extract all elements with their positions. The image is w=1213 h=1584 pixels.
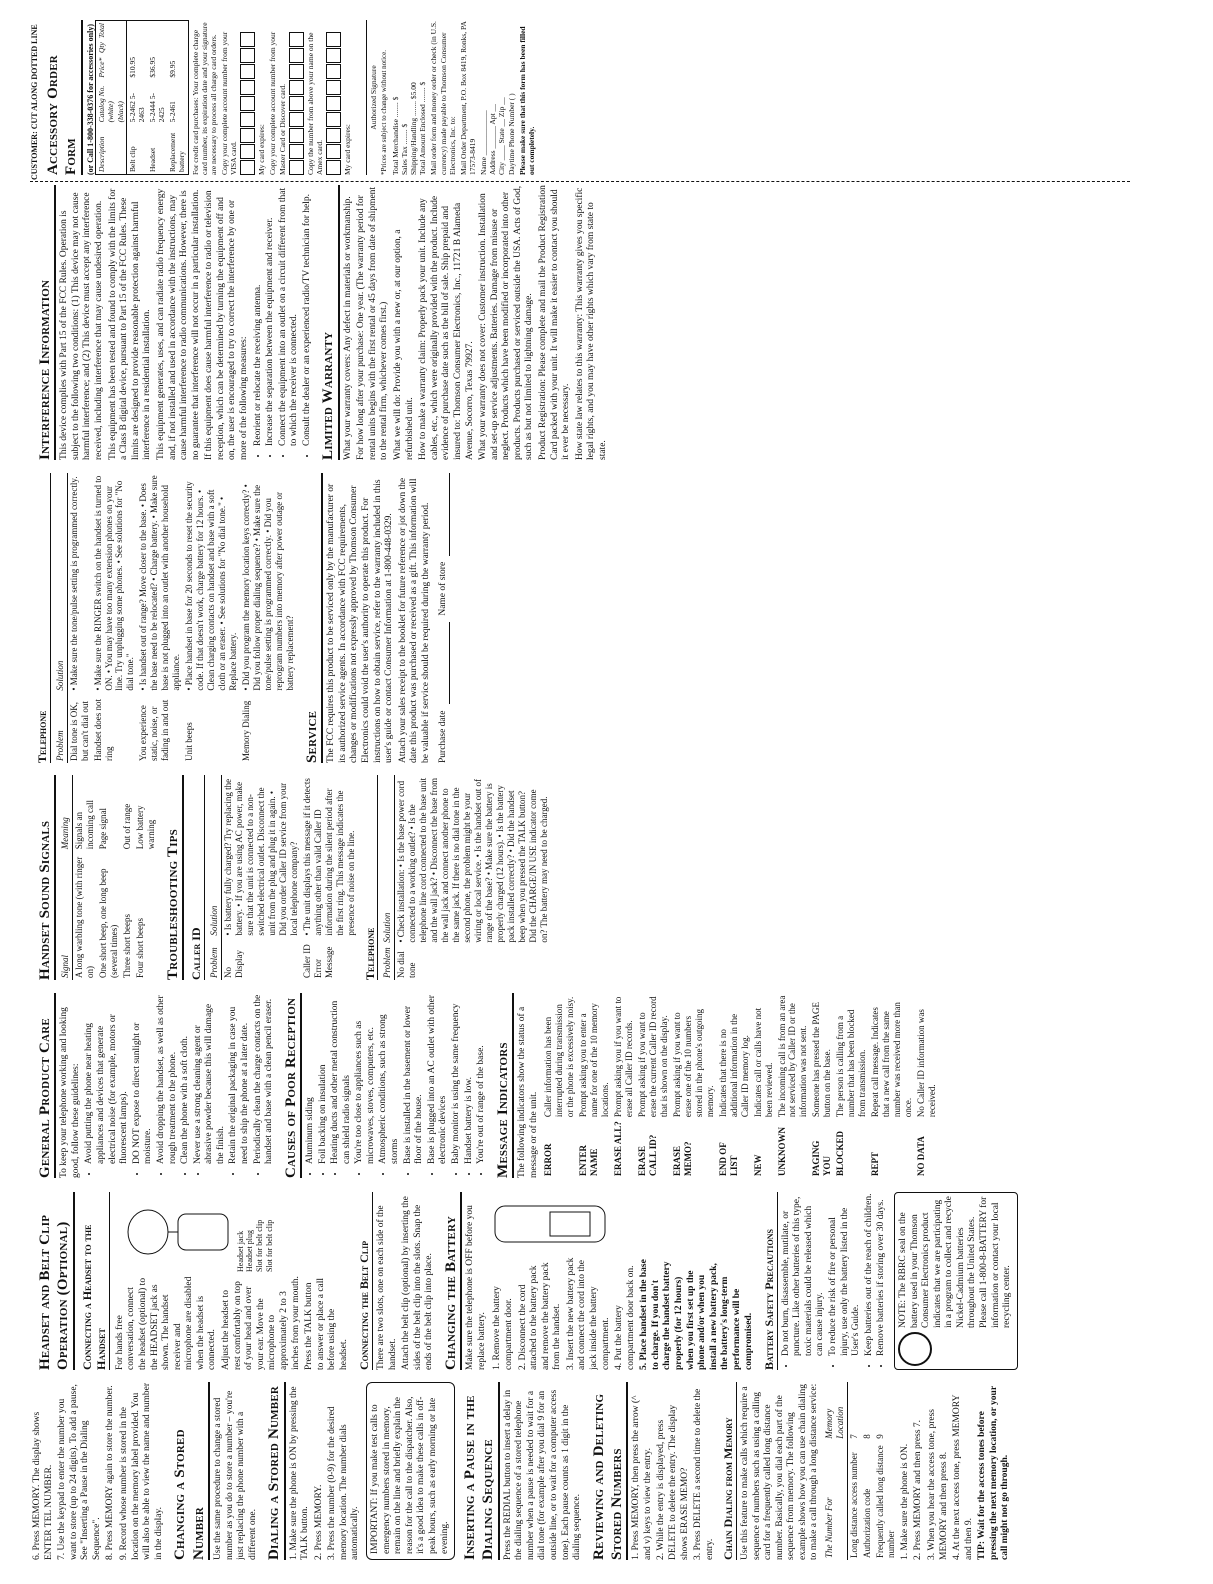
- signature-line[interactable]: [354, 20, 367, 175]
- list-item: • Avoid dropping the handset, as well as other rough treatment to the phone.: [156, 993, 179, 1164]
- catalog-white: 5-2461: [168, 101, 178, 123]
- total-label: Total Amount Enclosed: [418, 104, 428, 175]
- table-row: [240, 473, 297, 763]
- phone-field[interactable]: Daytime Phone Number ( ): [506, 93, 516, 175]
- list-item: • DO NOT expose to direct sunlight or moisture.: [132, 993, 155, 1164]
- label-headset-jack: Headset jack: [235, 1230, 245, 1272]
- prices-note: *Prices are subject to change without notice.: [380, 50, 389, 175]
- cell: Headset: [148, 147, 158, 172]
- list-item: • To reduce the risk of fire or personal injury, use only the battery listed in the User's Guide.: [828, 1192, 863, 1356]
- table-row: [126, 21, 147, 175]
- head-catalog: Catalog No. (white) (black): [96, 80, 126, 125]
- form-footer: Please make sure that this form has been filled out completely.: [517, 26, 536, 175]
- cell: Belt clip: [127, 146, 137, 172]
- cell: $36.95: [148, 57, 158, 78]
- cid-table: [208, 775, 358, 980]
- battery-step: 2. Disconnect the cord attached to the battery pack and remove the battery pack from the handset.: [517, 1262, 563, 1370]
- cell: PAGING YOU: [811, 1140, 833, 1176]
- step-8: 8. Press MEMORY again to store the number.: [105, 1385, 116, 1560]
- list-item: • Aluminum siding: [305, 993, 317, 1164]
- interf-list: [253, 185, 314, 460]
- city-label: City: [497, 162, 507, 175]
- qty-field[interactable]: [167, 40, 188, 55]
- table-row: [73, 775, 97, 980]
- table-row: [67, 473, 91, 763]
- table-row: [121, 775, 134, 980]
- table-row: [636, 993, 671, 1178]
- msg-table: [542, 993, 939, 1178]
- cell: Low battery warning: [135, 805, 157, 850]
- cell: No Caller ID information was received.: [916, 1009, 938, 1118]
- safety-list: [781, 1192, 888, 1370]
- cell: Prompt asking if you want to erase the current Caller ID record that is shown on the display.: [636, 996, 669, 1118]
- cell: 9: [874, 1434, 885, 1439]
- chain-text: Use this feature to make calls which require a sequence of numbers such as using a calling card for a frequently called long distance number. Basically, you dial each part of the sequence from memory. The following example shows how you can use chain dialing to make a call through a long distance service:: [739, 1383, 820, 1560]
- heading-belt-clip: Connecting the Belt Clip: [357, 1192, 373, 1370]
- cell: $9.95: [168, 60, 178, 78]
- cell: The incoming call is from an area not serviced by Caller ID or the information was not sent.: [776, 995, 809, 1118]
- mc-number-boxes[interactable]: [289, 20, 304, 175]
- chain-step-3: 3. When you hear the access tone, press MEMORY and then press 8.: [927, 1409, 949, 1560]
- rbrc-seal-icon: [898, 1332, 932, 1366]
- column-5: [30, 473, 1130, 763]
- connect-text: For hands free conversation, connect the headset (optional) to the HEADSET jack as shown. The handset receiver and microphone are disabled when the headset is connected.: [114, 1276, 218, 1370]
- cell: NO DATA: [916, 1136, 927, 1176]
- heading-review: Reviewing and Deleting Stored Numbers: [590, 1382, 629, 1560]
- catalog-white: 5-2462: [127, 101, 137, 123]
- cell: REPT: [870, 1151, 881, 1176]
- cell: Prompt asking if you want to erase one of the 10 numbers stored in the phone's outgoing memory.: [671, 1008, 715, 1118]
- head-solution: Solution: [208, 775, 221, 938]
- cell: Indicates that there is no additional information in the Caller ID memory log.: [717, 1013, 750, 1118]
- list-item: • Increase the separation between the equipment and receiver.: [265, 185, 277, 446]
- visa-number-boxes[interactable]: [240, 20, 255, 175]
- list-item: • Do not burn, disassemble, mutilate, or puncture. Like other batteries of this type, toxic materials could be released which can cause injury.: [781, 1192, 827, 1356]
- chain-head-location: Memory Location: [823, 1382, 847, 1441]
- battery-illustration: [490, 1192, 610, 1252]
- warranty-para: Product Registration: Please complete and mail the Product Registration Card packed with your unit. It will make it easier to contact you should it ever be necessary.: [537, 185, 572, 460]
- warranty-para: What we will do: Provide you with a new or, at our option, a refurbished unit.: [393, 229, 415, 460]
- pause-text: Press the REDIAL button to insert a delay in the dialing sequence of a stored telephone number when a pause is needed to wait for a dial tone (for example after you dial 9 for an outside line, or to wait for a computer access tone). Each pause counts as 1 digit in the dialing sequence.: [502, 1389, 583, 1560]
- chain-step-1: 1. Make sure the phone is ON.: [899, 1443, 910, 1560]
- total-row: Total Amount Enclosed ........ $: [418, 81, 428, 175]
- table-row: [671, 993, 717, 1178]
- important-box: IMPORTANT: If you make test calls to emergency numbers stored in memory, remain on the line and briefly explain the reason for the call to the dispatcher. Also, it's a good idea to make these calls in off-peak hours, such as early morning or late evening.: [366, 1382, 455, 1560]
- list-item: • Base is installed in the basement or lower floor of the house.: [403, 993, 426, 1164]
- cell: Page signal: [98, 807, 109, 850]
- chain-step-2: 2. Press MEMORY and then press 7.: [913, 1419, 924, 1560]
- rbrc-note: [894, 1192, 1018, 1370]
- head-solution: Solution: [381, 775, 394, 945]
- city-field[interactable]: City ____ State __ Zip __: [497, 97, 507, 175]
- dial-step-2: 2. Press MEMORY.: [313, 1484, 324, 1560]
- table-row: [717, 993, 752, 1178]
- tax-row: Sales Tax ........ $: [399, 123, 409, 175]
- review-step-2: 2. While the entry is displayed, press DELETE to delete the entry. The display shows ERASE MEMO?: [656, 1404, 690, 1560]
- cell: • Is battery fully charged? Try replacing the battery. • If you are using AC power, make sure that the unit is connected to a non-switched electrical outlet. Disconnect the unit from the plug and plug it in again. • Did you order Caller ID service from your local telephone company?: [222, 778, 299, 936]
- purchase-date-label: Purchase date: [438, 710, 449, 763]
- head-problem: Problem: [381, 945, 394, 980]
- cell: END OF LIST: [717, 1142, 739, 1176]
- table-row: [915, 993, 939, 1178]
- cell: [126, 80, 147, 125]
- cell: ERASE MEMO?: [671, 1141, 693, 1176]
- cell: • Place handset in base for 20 seconds to reset the security code. If that doesn't work, charge battery for 12 hours. • Clean charging contacts on handset and base with a soft cloth or an eraser. • See solutions for "No dial tone." • Replace battery.: [184, 481, 239, 691]
- cell: The person is calling from a number that has been blocked from transmission.: [835, 1009, 868, 1118]
- cell: • Make sure the tone/pulse setting is programmed correctly.: [68, 476, 79, 691]
- order-call: (or Call 1-800-338-0376 for accessories only): [85, 23, 95, 175]
- heading-connect-headset: Connecting a Headset to the Handset: [80, 1192, 110, 1370]
- heading-telephone: Telephone: [363, 775, 379, 980]
- ship-label: Shipping/Handling: [409, 117, 419, 175]
- signature-label: Authorized Signature: [369, 65, 379, 130]
- list-item: • Clean the phone with a soft cloth.: [180, 993, 192, 1164]
- heading-troubleshooting: Troubleshooting Tips: [164, 775, 184, 980]
- heading-interference: Interference Information: [36, 185, 56, 460]
- cell: • Check installation: • Is the base power cord connected to a working outlet? • Is the telephone line cord connected to the base unit and the wall jack? • Disconnect the base from the wall jack and connect another phone to the same jack. If there is no dial tone in the second phone, the problem might be your wiring or local service. • Is the handset out of range of the base? • Make sure the battery is properly charged (12 hours). • Is the battery pack installed correctly? • Did the handset beep when you pressed the TALK button? Did the CHARGE/IN USE indicator come on? The battery may need to be charged.: [396, 777, 549, 943]
- head-qty: Qty: [96, 40, 126, 55]
- head-problem: Problem: [208, 938, 221, 980]
- heading-caller-id: Caller ID: [189, 775, 205, 980]
- interf-para: This equipment generates, uses, and can radiate radio frequency energy and, if not installed and used in accordance with the instructions, may cause harmful interference to radio communications. However, there is no guarantee that interference will not occur in a particular installation.: [155, 188, 201, 460]
- receipt-text: Attach your sales receipt to the booklet for future reference or jot down the date this product was purchased or received as a gift. This information will be valuable if service should be required during the warranty period.: [397, 477, 431, 763]
- tip-text: TIP: Wait for the access tones before pressing the next memory location, or your call might not go through.: [977, 1386, 1011, 1560]
- purchase-date-field[interactable]: [438, 622, 450, 705]
- step-9: 9. Record whose number is stored in the location on the memory label provided. You will also be able to view the name and number in the display.: [119, 1382, 164, 1560]
- headset-illustration: [113, 1192, 233, 1272]
- list-item: • Periodically clean the charge contacts on the handset and base with a clean pencil eraser.: [253, 993, 276, 1164]
- table-row: [92, 473, 138, 763]
- cell: Caller ID Error Message: [301, 944, 334, 978]
- cell: You experience static, noise, or fading in and out: [138, 699, 171, 761]
- chain-table: [823, 1382, 898, 1560]
- cell: [147, 80, 167, 125]
- qty-field[interactable]: [126, 40, 147, 55]
- heading-battery-safety: Battery Safety Precautions: [762, 1192, 778, 1370]
- review-step-3: 3. Press DELETE a second time to delete the entry.: [693, 1388, 715, 1560]
- battery-intro: Make sure the telephone is OFF before you replace battery.: [465, 1205, 487, 1370]
- head-price: Price*: [96, 55, 126, 80]
- interf-para: This device complies with Part 15 of the FCC Rules. Operation is subject to the following two conditions: (1) This device may not cause harmful interference; and (2) This device must accept any interference received, including interference that may cause undesired operation.: [59, 192, 105, 460]
- list-item: • Heating ducts and other metal construction can shield radio signals: [330, 993, 353, 1164]
- cell: 7: [848, 1434, 859, 1439]
- warranty-para: How to make a warranty claim: Properly pack your unit. Include any cables, etc., which were originally provided with the product. Include evidence of purchase date such as the bill of sale. Ship prepaid and insured to: Thomson Consumer Electronics, Inc., 11721 B Alameda Avenue, Socorro, Texas 79927.: [418, 195, 475, 460]
- heading-poor-reception: Causes of Poor Reception: [282, 993, 302, 1178]
- table-row: [301, 775, 358, 980]
- heading-dial-stored: Dialing a Stored Number: [265, 1382, 285, 1560]
- tel-table-1: [381, 775, 551, 980]
- battery-section: [490, 1192, 757, 1370]
- warranty-para: How state law relates to this warranty: This warranty gives you specific legal rights, and you may have other rights which vary from state to state.: [574, 187, 608, 460]
- list-item: • Base is plugged into an AC outlet with other electronic devices: [427, 993, 450, 1164]
- cell: No dial tone: [396, 951, 418, 978]
- cell: Authorization code: [861, 1488, 872, 1558]
- mail-address: Mail Order Department, P.O. Box 8419, Ronks, PA 17573-8419: [458, 21, 477, 175]
- step-6: 6. Press MEMORY. The display shows ENTER TEL NUMBER.: [32, 1411, 54, 1560]
- headset-section: [113, 1192, 353, 1370]
- table-row: [834, 993, 869, 1178]
- cell: Out of range: [122, 803, 133, 850]
- cell: ENTER NAME: [578, 1144, 599, 1176]
- heading-message-indicators: Message Indicators: [494, 993, 514, 1178]
- chain-step-4: 4. At the next access tone, press MEMORY and then 9.: [952, 1394, 974, 1560]
- apt-label: Apt: [488, 113, 498, 125]
- table-row: [810, 993, 834, 1178]
- address-label: Address: [488, 150, 498, 175]
- list-item: • Baby monitor is using the same frequency: [451, 993, 463, 1164]
- cell: Repeat call message. Indicates that a new call from the same number was received more than once.: [870, 1002, 914, 1118]
- cell: Unit beeps: [184, 722, 195, 761]
- amex-number-boxes[interactable]: [326, 20, 341, 175]
- interf-para: This equipment has been tested and found to comply with the limits for a Class B digital device, pursuant to Part 15 of the FCC Rules. These limits are designed to provide reasonable protection against harmful interference in a residential installation.: [107, 188, 153, 460]
- list-item: • Handset battery is low.: [464, 993, 476, 1164]
- table-row: [752, 993, 776, 1178]
- order-form-title: Accessory Order Form: [44, 20, 83, 175]
- interf-para: If this equipment does cause harmful interference to radio or television reception, which can be determined by turning the equipment off and on, the user is encouraged to try to correct the interference by one or more of the following measures:: [204, 190, 249, 460]
- care-intro: To keep your telephone working and looking good, follow these guidelines:: [59, 1007, 81, 1178]
- warranty-para: What your warranty does not cover: Customer instruction. Installation and set-up service adjustments. Batteries. Damage from misuse or neglect. Products which have been modified or incorporated into other products. Products purchased or serviced outside the USA. Acts of God, such as but not limited to lightning damage.: [478, 185, 535, 460]
- table-row: [612, 993, 636, 1178]
- heading-service: Service: [303, 473, 323, 763]
- cut-line: [30, 181, 1130, 182]
- dial-step-1: 1. Make sure the phone is ON by pressing the TALK button.: [288, 1386, 311, 1560]
- table-row: [542, 993, 577, 1178]
- column-1: [30, 1382, 1130, 1560]
- cell: • The unit displays this message if it detects anything other than valid Caller ID information during the silent period after the first ring. This message indicates the presence of noise on the line.: [301, 778, 356, 936]
- table-row: [134, 775, 158, 980]
- heading-battery: Changing the Battery: [442, 1192, 462, 1370]
- battery-step: 1. Remove the battery compartment door.: [492, 1286, 514, 1370]
- table-row: [97, 775, 121, 980]
- cell: Prompt asking you if you want to erase all Caller ID records.: [612, 996, 634, 1118]
- cut-label: CUSTOMER: CUT ALONG DOTTED LINE: [30, 24, 39, 180]
- catalog-black: 5-2425: [148, 93, 167, 123]
- battery-step: 4. Put the battery compartment door back on.: [614, 1265, 636, 1370]
- cell: Dial tone is OK, but can't dial out: [68, 701, 90, 761]
- cell: $10.95: [127, 57, 137, 78]
- change-text: Use the same procedure to change a stored number as you do to store a number – you're just replacing the phone number with a different one.: [212, 1390, 258, 1560]
- column-6: [30, 185, 1130, 460]
- heading-pause: Inserting a Pause in the Dialing Sequence: [461, 1382, 500, 1560]
- table-row: [577, 993, 612, 1178]
- cell: No Display: [222, 950, 244, 978]
- adjust-text: Adjust the headset to rest comfortably on top of your head and over your ear. Move the microphone to approximately 2 to 3 inches from your mouth.: [221, 1276, 301, 1370]
- head-description: Description: [96, 124, 126, 174]
- purchase-line: [438, 473, 450, 763]
- store-name-field[interactable]: [438, 473, 450, 556]
- table-row: [869, 993, 915, 1178]
- list-item: • Connect the equipment into an outlet on a circuit different from that to which the receiver is connected.: [278, 185, 301, 446]
- total-field[interactable]: [167, 21, 188, 41]
- battery-step: 5. Place handset in the base to charge. If you don't charge the handset battery properly (for 12 hours) when you first set up the phone and/or when you install a new battery pack, the battery's long-term performance will be compromised.: [639, 1259, 754, 1370]
- belt-step: Attach the belt clip (optional) by inserting the sides of the belt clip into the slots. Snap the ends of the belt clip into place.: [401, 1196, 435, 1370]
- cell: Indicates call or calls have not been reviewed.: [752, 1007, 774, 1118]
- heading-chain: Chain Dialing from Memory: [721, 1382, 737, 1560]
- head-meaning: Meaning: [59, 775, 72, 851]
- cell: Prompt asking you to enter a name for one of the 10 memory locations.: [578, 1003, 610, 1118]
- belt-text: There are two slots, one on each side of the handset.: [376, 1205, 398, 1370]
- list-item: • Foil backing on insulation: [318, 993, 330, 1164]
- phone-label: Daytime Phone Number: [506, 102, 516, 175]
- tax-label: Sales Tax: [399, 146, 409, 175]
- rbrc-note-text: NOTE: The RBRC seal on the battery used in your Thomson Consumer Electronics product indicates that we are participating in a program to collect and recycle Nickel-Cadmium batteries throughout the United States. Please call 1-800-8-BATTERY for information or contact your local recycling center.: [897, 1196, 1013, 1328]
- cell: • Did you program the memory location keys correctly? • Did you follow proper dialing sequence? • Make sure the tone/pulse setting is programmed correctly. • Did you reprogram numbers into memory after power outage or battery replacement?: [241, 484, 295, 691]
- poor-list: [305, 993, 488, 1178]
- cell: ERASE CALL ID?: [636, 1134, 658, 1176]
- cell: Caller information has been interrupted during transmission or the phone is excessively noisy.: [543, 996, 576, 1118]
- catalog-black: 5-2463: [127, 93, 146, 123]
- cell: UNKNOWN: [776, 1127, 787, 1176]
- total-field[interactable]: [126, 21, 147, 41]
- list-item: • Remove batteries if storing over 30 days.: [876, 1192, 888, 1356]
- cell: Long distance access number: [848, 1452, 859, 1558]
- address-field[interactable]: Address ______ Apt __: [488, 103, 498, 175]
- qty-field[interactable]: [147, 40, 167, 55]
- heading-product-care: General Product Care: [36, 993, 56, 1178]
- cell: Someone has pressed the PAGE button on the base.: [811, 1001, 833, 1118]
- table-row: [861, 1382, 874, 1560]
- cell: BLOCKED: [835, 1130, 846, 1176]
- table-row: [137, 473, 183, 763]
- cell: Memory Dialing: [241, 700, 252, 761]
- table-row: [847, 1382, 860, 1560]
- charge-text: For credit card purchases: Your complete charge card number, its expiration date and your signature are necessary to process all charge card orders.: [190, 22, 218, 175]
- label-slot-1: Slot for belt clip: [255, 1219, 265, 1272]
- table-row: [167, 21, 188, 175]
- order-table: [95, 20, 188, 175]
- table-row: [183, 473, 240, 763]
- list-item: • Keep batteries out of the reach of children.: [864, 1192, 876, 1356]
- column-4: [30, 775, 1130, 980]
- state-label: State: [497, 128, 507, 144]
- merch-label: Total Merchandise: [390, 119, 400, 175]
- head-signal: Signal: [59, 851, 72, 980]
- heading-telephone-cont: Telephone: [35, 473, 51, 763]
- chain-head-number: The Number For: [823, 1441, 847, 1560]
- total-field[interactable]: [147, 21, 167, 41]
- step-7: 7. Use the keypad to enter the number you want to store (up to 24 digits). To add a pause, See "Inserting a Pause in the Dialing Sequence".: [57, 1384, 102, 1560]
- ship-amount: $5.00: [409, 82, 419, 100]
- warranty-para: What your warranty covers: Any defect in materials or workmanship.: [342, 196, 353, 460]
- zip-label: Zip: [497, 106, 507, 118]
- cell: Three short beeps: [122, 914, 133, 978]
- column-7-order-form: [30, 20, 1130, 175]
- list-item: • Atmospheric conditions, such as strong storms: [378, 993, 401, 1164]
- tel-table-2: [54, 473, 297, 763]
- list-item: • Consult the dealer or an experienced radio/TV technician for help.: [302, 185, 314, 446]
- headset-figure: [113, 1192, 353, 1272]
- expires-1: My card expires:: [257, 124, 267, 175]
- warranty-para: For how long after your purchase: One year. (The warranty period for rental units begins with the first rental or 45 days from date of shipment to the rental firm, whichever comes first.): [356, 186, 390, 460]
- table-row: [221, 775, 300, 980]
- heading-headset: Headset and Belt Clip Operation (Optional): [36, 1192, 75, 1370]
- cell: Four short beeps: [135, 918, 146, 978]
- heading-sound-signals: Handset Sound Signals: [36, 775, 56, 980]
- cell: • Make sure the RINGER switch on the handset is turned to ON. • You may have too many extension phones on your line. Try unplugging some phones. • See solutions for "No dial tone.": [92, 475, 136, 691]
- store-name-label: Name of store: [438, 561, 449, 616]
- name-label: Name: [479, 157, 489, 175]
- mail-text: Mail order form and money order or check (in U.S. currency) made payable to Thomson Consumer Electronics, Inc. to:: [429, 21, 457, 175]
- cell: A long warbling tone (with ringer on): [74, 856, 96, 978]
- list-item: • Never use a strong cleaning agent or abrasive powder because this will damage the finish.: [193, 993, 228, 1164]
- cell: ERASE ALL?: [612, 1121, 623, 1176]
- msg-intro: The following indicators show the status of a message or of the unit.: [516, 1006, 539, 1178]
- care-list: [84, 993, 275, 1178]
- table-row: [395, 775, 551, 980]
- talk-text: Press the TALK button to answer or place a call before using the headset.: [304, 1277, 349, 1370]
- table-row: [874, 1382, 898, 1560]
- table-row: [776, 993, 811, 1178]
- head-solution: Solution: [54, 473, 67, 693]
- list-item: • Reorient or relocate the receiving antenna.: [253, 185, 265, 446]
- column-2: [30, 1192, 1130, 1370]
- review-step-1: 1. Press MEMORY, then press the arrow (^ and v) keys to view the entry.: [631, 1395, 653, 1560]
- dial-step-3: 3. Press the number (0-9) for the desired memory location. The number dials automatically.: [327, 1406, 361, 1560]
- battery-step: 3. Insert the new battery pack and connect the cord into the jack inside the battery compartment.: [565, 1257, 611, 1370]
- cell: [167, 80, 188, 125]
- catalog-white: 5-2444: [148, 101, 158, 123]
- service-text: The FCC requires this product to be serviced only by the manufacturer or its authorized service agents. In accordance with FCC requirements, changes or modifications not expressly approved by Thomson Consumer Electronics could void the user's authority to operate this product. For instructions on how to obtain service, refer to the warranty included in this user's guide or contact Consumer Information at 1-800-448-0329.: [326, 479, 395, 763]
- list-item: • Retain the original packaging in case you need to ship the phone at a later date.: [228, 993, 251, 1164]
- expires-2: My card expires:: [343, 124, 353, 175]
- cell: NEW: [752, 1154, 763, 1176]
- column-3: [30, 993, 1130, 1178]
- mc-text: Copy your complete account number from your Master Card or Discover card.: [268, 31, 287, 175]
- list-item: • You're out of range of the base.: [476, 993, 488, 1164]
- cell: 8: [861, 1434, 872, 1439]
- cell: Signals an incoming call: [74, 799, 96, 850]
- sound-table: [59, 775, 158, 980]
- heading-change-stored: Changing a Stored Number: [171, 1382, 210, 1560]
- amex-text: Copy the number from above your name on the Amex card.: [305, 32, 324, 175]
- list-item: • You're too close to appliances such as microwaves, stoves, computers, etc.: [354, 993, 377, 1164]
- cell: One short beep, one long beep (several times): [98, 868, 120, 978]
- cell: Handset does not ring: [92, 699, 114, 761]
- visa-text: Copy your complete account number from your VISA card.: [220, 31, 239, 175]
- rotated-page: [30, 20, 1160, 1560]
- head-total: Total: [96, 21, 126, 41]
- list-item: • Avoid putting the phone near heating appliances and devices that generate electrical noise (for example, motors or fluorescent lamps).: [84, 993, 130, 1164]
- cell: ERROR: [543, 1143, 554, 1176]
- cell: Frequently called long distance number: [874, 1445, 896, 1558]
- head-problem: Problem: [54, 693, 67, 763]
- name-field[interactable]: Name ____________: [479, 110, 489, 175]
- heading-warranty: Limited Warranty: [319, 185, 339, 460]
- cell: • Is handset out of range? Move closer to the base. • Does the base need to be relocated? • Charge battery. • Make sure base is not plugged into an outlet with another household appliance.: [138, 475, 182, 691]
- ship-row: Shipping/Handling ........ $5.00: [409, 82, 419, 175]
- table-row: [147, 21, 167, 175]
- cell: Replacement battery: [168, 132, 187, 172]
- label-slot-2: Slot for belt clip: [264, 1219, 274, 1272]
- label-headset-plug: Headset plug: [245, 1230, 255, 1272]
- merch-row: Total Merchandise ........ $: [390, 96, 400, 175]
